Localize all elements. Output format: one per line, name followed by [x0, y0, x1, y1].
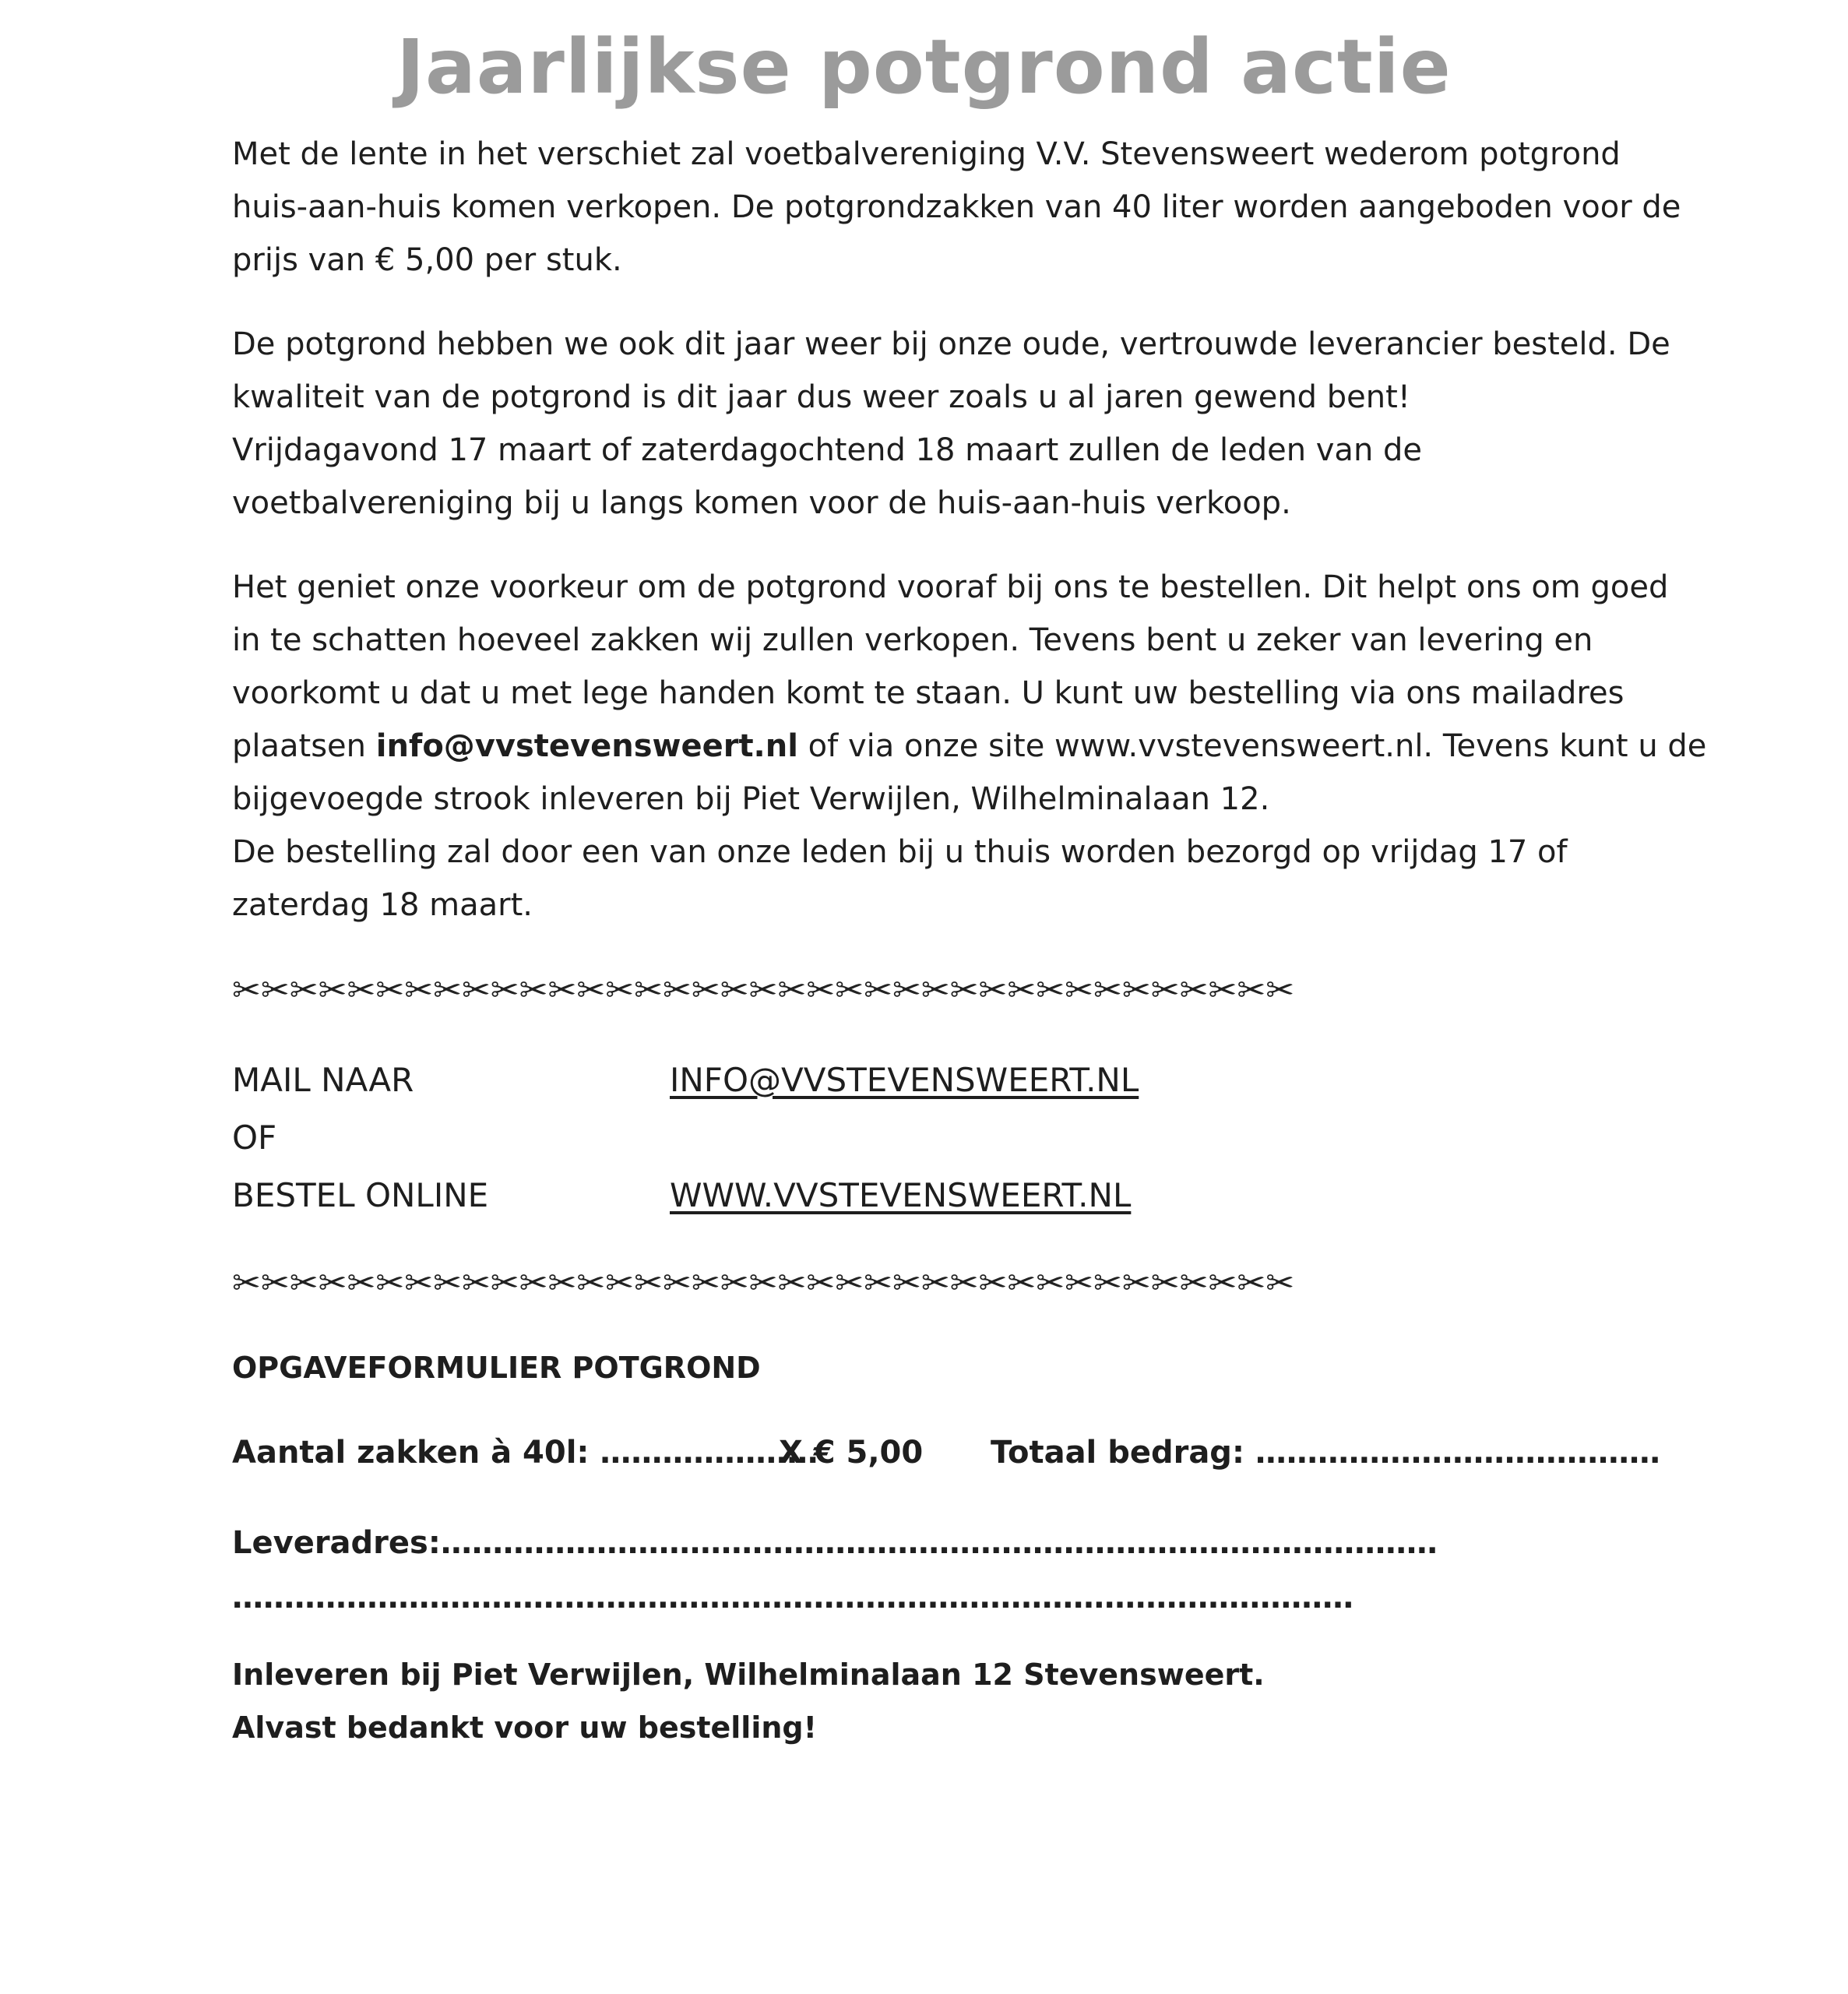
thank-you-note: Alvast bedankt voor uw bestelling! — [232, 1710, 817, 1745]
quality-paragraph — [232, 318, 1670, 530]
order-line: Het geniet onze voorkeur om de potgrond vooraf bij ons te bestellen. Dit helpt ons om goed — [232, 569, 1669, 605]
unit-price: X € 5,00 — [779, 1435, 924, 1471]
intro-line: prijs van € 5,00 per stuk. — [232, 242, 622, 278]
quality-line: kwaliteit van de potgrond is dit jaar dus weer zoals u al jaren gewend bent! — [232, 379, 1410, 415]
quality-line: voetbalvereniging bij u langs komen voor de huis-aan-huis verkoop. — [232, 485, 1291, 521]
email-link[interactable]: info@vvstevensweert.nl — [375, 728, 798, 764]
online-label: BESTEL ONLINE — [232, 1176, 489, 1214]
scissors-cut-line: ✂✂✂✂✂✂✂✂✂✂✂✂✂✂✂✂✂✂✂✂✂✂✂✂✂✂✂✂✂✂✂✂✂✂✂✂✂ — [232, 971, 1295, 1010]
order-line: De bestelling zal door een van onze leden bij u thuis worden bezorgd op vrijdag 17 of — [232, 834, 1568, 870]
intro-paragraph — [232, 128, 1681, 287]
order-line: zaterdag 18 maart. — [232, 887, 533, 923]
quality-line: De potgrond hebben we ook dit jaar weer bij onze oude, vertrouwde leverancier besteld. De — [232, 326, 1670, 362]
delivery-address-field[interactable]: Leveradres:…………………………………………………………………………………… — [232, 1525, 1438, 1561]
intro-line: Met de lente in het verschiet zal voetbalvereniging V.V. Stevensweert wederom potgrond — [232, 136, 1621, 172]
order-line-suffix: of via onze site www.vvstevensweert.nl. Tevens kunt u de — [797, 728, 1707, 764]
quality-line: Vrijdagavond 17 maart of zaterdagochtend 18 maart zullen de leden van de — [232, 432, 1423, 468]
order-line-prefix: plaatsen — [232, 728, 376, 764]
mail-label: MAIL NAAR — [232, 1061, 414, 1099]
order-line-with-email — [232, 720, 1707, 773]
order-line: voorkomt u dat u met lege handen komt te staan. U kunt uw bestelling via ons mailadres — [232, 675, 1624, 711]
total-amount-field[interactable]: Totaal bedrag: ………………………………… — [991, 1435, 1660, 1471]
order-line: in te schatten hoeveel zakken wij zullen verkopen. Tevens bent u zeker van levering en — [232, 622, 1593, 658]
delivery-address-field-line2[interactable]: ……………………………………………………………………………………………… — [232, 1580, 1353, 1615]
quantity-field[interactable]: Aantal zakken à 40l: ………………… — [232, 1435, 818, 1471]
of-label: OF — [232, 1119, 277, 1157]
mail-link[interactable]: INFO@VVSTEVENSWEERT.NL — [670, 1061, 1139, 1099]
website-link[interactable]: WWW.VVSTEVENSWEERT.NL — [670, 1176, 1132, 1214]
form-title: OPGAVEFORMULIER POTGROND — [232, 1351, 761, 1385]
page-title: Jaarlijkse potgrond actie — [396, 23, 1452, 111]
intro-line: huis-aan-huis komen verkopen. De potgrondzakken van 40 liter worden aangeboden voor de — [232, 189, 1681, 225]
drop-off-instruction: Inleveren bij Piet Verwijlen, Wilhelminalaan 12 Stevensweert. — [232, 1658, 1265, 1692]
order-line: bijgevoegde strook inleveren bij Piet Verwijlen, Wilhelminalaan 12. — [232, 781, 1270, 817]
order-paragraph — [232, 561, 1707, 932]
scissors-cut-line: ✂✂✂✂✂✂✂✂✂✂✂✂✂✂✂✂✂✂✂✂✂✂✂✂✂✂✂✂✂✂✂✂✂✂✂✂✂ — [232, 1263, 1295, 1303]
